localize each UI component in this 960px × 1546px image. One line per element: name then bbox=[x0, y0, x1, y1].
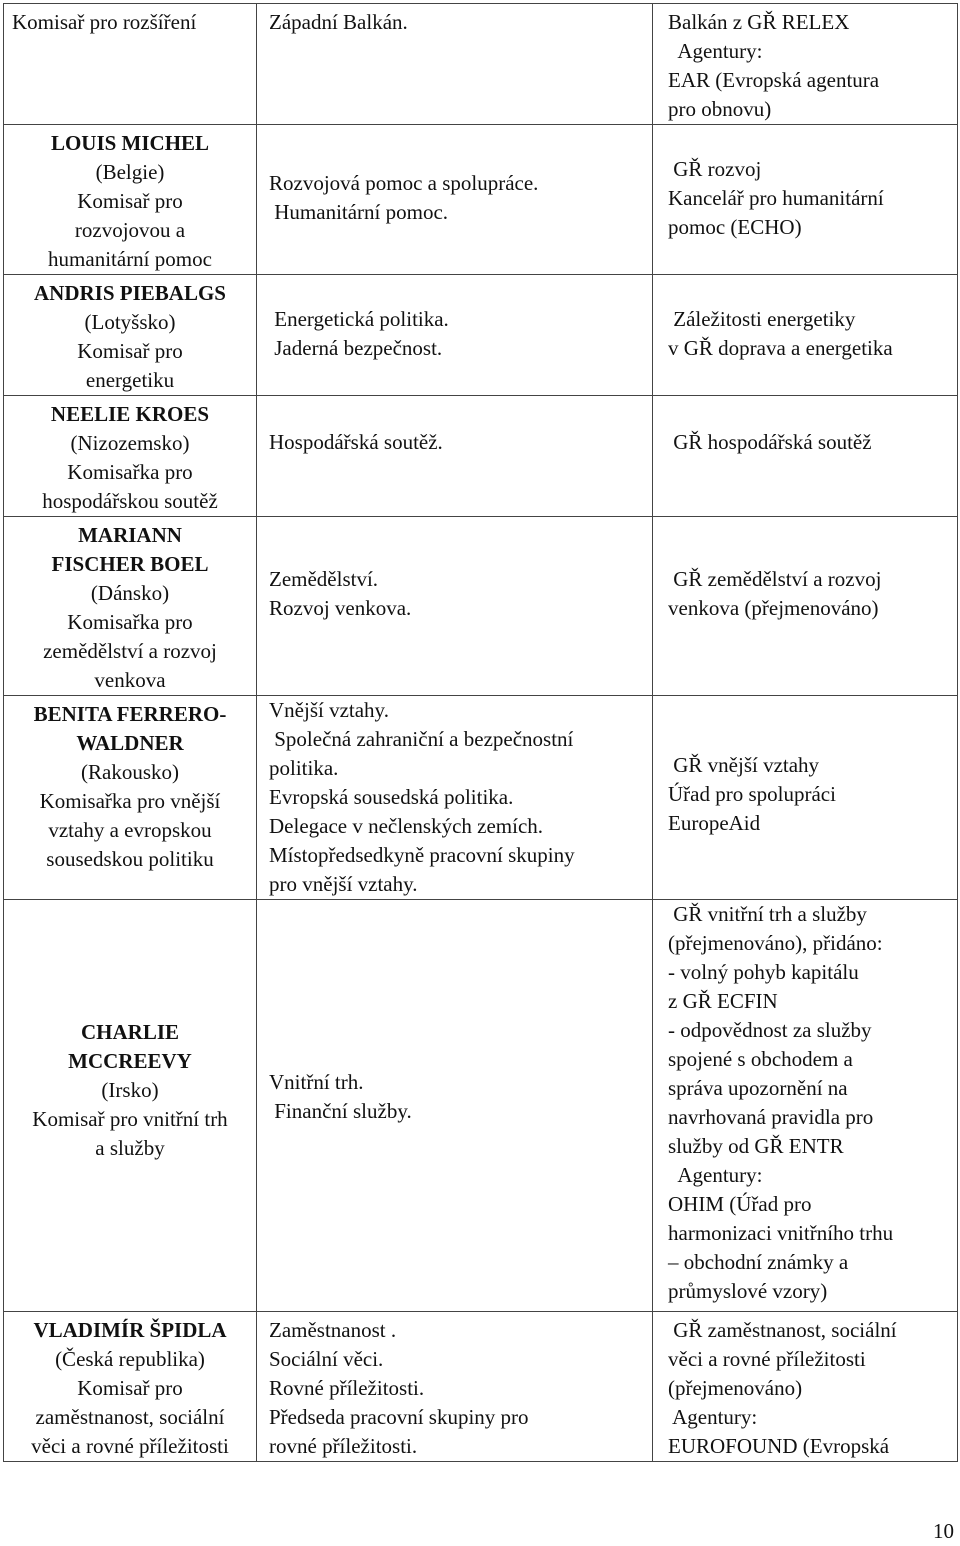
portfolio-cell bbox=[257, 396, 653, 517]
portfolio-line: Evropská sousedská politika. bbox=[269, 785, 514, 809]
directorate-line: Agentury: bbox=[668, 1405, 758, 1429]
directorate-line: Agentury: bbox=[668, 39, 763, 63]
directorate-line: - volný pohyb kapitálu bbox=[668, 960, 859, 984]
portfolio-line: Místopředsedkyně pracovní skupiny bbox=[269, 843, 575, 867]
directorate-line: EUROFOUND (Evropská bbox=[668, 1434, 890, 1458]
commissioner-detail: (Dánsko) bbox=[90, 581, 170, 605]
commissioner-name: VLADIMÍR ŠPIDLA bbox=[33, 1318, 227, 1342]
portfolio-cell bbox=[257, 517, 653, 696]
commissioner-name: MARIANN bbox=[78, 523, 182, 547]
portfolio-line: politika. bbox=[269, 756, 339, 780]
commissioner-cell bbox=[4, 1312, 257, 1462]
portfolio-line: Společná zahraniční a bezpečnostní bbox=[269, 727, 574, 751]
table-row bbox=[4, 517, 958, 696]
portfolio-line: Delegace v nečlenských zemích. bbox=[269, 814, 544, 838]
commissioner-name: LOUIS MICHEL bbox=[50, 131, 210, 155]
portfolio-cell bbox=[257, 900, 653, 1312]
portfolio-line: Předseda pracovní skupiny pro bbox=[269, 1405, 529, 1429]
portfolio-line: Rozvoj venkova. bbox=[269, 596, 412, 620]
directorate-cell bbox=[653, 275, 958, 396]
directorate-cell bbox=[653, 517, 958, 696]
commissioner-detail: (Česká republika) bbox=[55, 1347, 205, 1371]
commissioner-name: CHARLIE bbox=[80, 1020, 180, 1044]
directorate-cell bbox=[653, 900, 958, 1312]
table-row bbox=[4, 125, 958, 275]
commissioner-detail: zemědělství a rozvoj bbox=[43, 639, 217, 663]
commissioner-detail: věci a rovné příležitosti bbox=[31, 1434, 229, 1458]
directorate-cell bbox=[653, 696, 958, 900]
table-row bbox=[4, 1312, 958, 1462]
directorate-line: – obchodní známky a bbox=[668, 1250, 849, 1274]
directorate-line: Kancelář pro humanitární bbox=[668, 186, 884, 210]
portfolio-line: Rozvojová pomoc a spolupráce. bbox=[269, 171, 539, 195]
commissioner-cell bbox=[4, 396, 257, 517]
directorate-line: GŘ rozvoj bbox=[668, 157, 762, 181]
directorate-line: služby od GŘ ENTR bbox=[668, 1134, 844, 1158]
directorate-line: správa upozornění na bbox=[668, 1076, 848, 1100]
directorate-line: spojené s obchodem a bbox=[668, 1047, 853, 1071]
portfolio-line: rovné příležitosti. bbox=[269, 1434, 418, 1458]
directorate-line: Agentury: bbox=[668, 1163, 763, 1187]
directorate-cell bbox=[653, 1312, 958, 1462]
portfolio-line: Vnější vztahy. bbox=[269, 698, 389, 722]
directorate-line: GŘ zaměstnanost, sociální bbox=[668, 1318, 897, 1342]
commissioner-detail: rozvojovou a bbox=[74, 218, 186, 242]
commissioner-detail: Komisařka pro bbox=[67, 610, 193, 634]
commissioner-detail: Komisařka pro vnější bbox=[39, 789, 221, 813]
directorate-line: - odpovědnost za služby bbox=[668, 1018, 872, 1042]
portfolio-line: Energetická politika. bbox=[269, 307, 449, 331]
portfolio-line: Humanitární pomoc. bbox=[269, 200, 449, 224]
portfolio-line: Sociální věci. bbox=[269, 1347, 384, 1371]
commissioners-table bbox=[3, 3, 958, 1462]
portfolio-line: Jaderná bezpečnost. bbox=[269, 336, 443, 360]
directorate-cell bbox=[653, 396, 958, 517]
commissioner-detail: (Belgie) bbox=[95, 160, 165, 184]
table-row bbox=[4, 696, 958, 900]
commissioner-name: MCCREEVY bbox=[68, 1049, 192, 1073]
commissioner-cell bbox=[4, 125, 257, 275]
directorate-line: věci a rovné příležitosti bbox=[668, 1347, 866, 1371]
commissioner-detail: sousedskou politiku bbox=[46, 847, 214, 871]
commissioner-cell bbox=[4, 4, 257, 125]
directorate-line: venkova (přejmenováno) bbox=[668, 596, 879, 620]
directorate-line: navrhovaná pravidla pro bbox=[668, 1105, 874, 1129]
commissioner-detail: Komisař pro bbox=[77, 1376, 183, 1400]
commissioner-detail: hospodářskou soutěž bbox=[42, 489, 218, 513]
commissioner-detail: (Nizozemsko) bbox=[70, 431, 190, 455]
commissioner-detail: a služby bbox=[95, 1136, 165, 1160]
commissioner-detail: Komisař pro bbox=[77, 339, 183, 363]
directorate-line: GŘ hospodářská soutěž bbox=[668, 430, 872, 454]
directorate-line: OHIM (Úřad pro bbox=[668, 1192, 812, 1216]
directorate-line: GŘ vnější vztahy bbox=[668, 753, 820, 777]
portfolio-cell bbox=[257, 275, 653, 396]
commissioner-detail: (Rakousko) bbox=[81, 760, 179, 784]
commissioner-detail: (Irsko) bbox=[101, 1078, 159, 1102]
commissioner-detail: vztahy a evropskou bbox=[48, 818, 212, 842]
directorate-line: harmonizaci vnitřního trhu bbox=[668, 1221, 894, 1245]
commissioner-detail: Komisař pro vnitřní trh bbox=[32, 1107, 228, 1131]
commissioner-name: FISCHER BOEL bbox=[51, 552, 209, 576]
table-row bbox=[4, 275, 958, 396]
portfolio-line: Hospodářská soutěž. bbox=[269, 430, 443, 454]
directorate-line: (přejmenováno) bbox=[668, 1376, 803, 1400]
directorate-cell bbox=[653, 125, 958, 275]
directorate-line: Úřad pro spolupráci bbox=[668, 782, 836, 806]
portfolio-line: Finanční služby. bbox=[269, 1099, 412, 1123]
commissioner-cell bbox=[4, 696, 257, 900]
directorate-line: GŘ zemědělství a rozvoj bbox=[668, 567, 882, 591]
directorate-line: pomoc (ECHO) bbox=[668, 215, 802, 239]
commissioner-cell bbox=[4, 900, 257, 1312]
portfolio-cell bbox=[257, 4, 653, 125]
directorate-line: EAR (Evropská agentura bbox=[668, 68, 880, 92]
directorate-line: z GŘ ECFIN bbox=[668, 989, 778, 1013]
commissioner-detail: Komisařka pro bbox=[67, 460, 193, 484]
commissioner-detail: humanitární pomoc bbox=[48, 247, 212, 271]
directorate-line: (přejmenováno), přidáno: bbox=[668, 931, 883, 955]
portfolio-line: Zaměstnanost . bbox=[269, 1318, 397, 1342]
directorate-line: průmyslové vzory) bbox=[668, 1279, 828, 1303]
commissioner-detail: Komisař pro bbox=[77, 189, 183, 213]
commissioner-cell bbox=[4, 517, 257, 696]
commissioner-cell bbox=[4, 275, 257, 396]
directorate-line: pro obnovu) bbox=[668, 97, 772, 121]
commissioner-name: NEELIE KROES bbox=[50, 402, 210, 426]
commissioner-detail: (Lotyšsko) bbox=[84, 310, 176, 334]
portfolio-line: pro vnější vztahy. bbox=[269, 872, 418, 896]
table-row bbox=[4, 900, 958, 1312]
directorate-line: EuropeAid bbox=[668, 811, 761, 835]
directorate-cell bbox=[653, 4, 958, 125]
portfolio-cell bbox=[257, 1312, 653, 1462]
directorate-line: Záležitosti energetiky bbox=[668, 307, 856, 331]
directorate-line: GŘ vnitřní trh a služby bbox=[668, 902, 867, 926]
portfolio-cell bbox=[257, 696, 653, 900]
commissioner-name: BENITA FERRERO- bbox=[33, 702, 227, 726]
directorate-line: v GŘ doprava a energetika bbox=[668, 336, 893, 360]
portfolio-line: Zemědělství. bbox=[269, 567, 379, 591]
commissioner-name: ANDRIS PIEBALGS bbox=[34, 281, 226, 305]
table-row bbox=[4, 396, 958, 517]
commissioner-detail: venkova bbox=[94, 668, 166, 692]
portfolio-cell bbox=[257, 125, 653, 275]
table-row bbox=[4, 4, 958, 125]
commissioner-detail: energetiku bbox=[85, 368, 175, 392]
directorate-line: Balkán z GŘ RELEX bbox=[668, 10, 850, 34]
commissioner-detail: Komisař pro rozšíření bbox=[12, 10, 197, 34]
commissioner-name: WALDNER bbox=[76, 731, 184, 755]
portfolio-line: Rovné příležitosti. bbox=[269, 1376, 425, 1400]
commissioner-detail: zaměstnanost, sociální bbox=[35, 1405, 225, 1429]
page-number: 10 bbox=[933, 1519, 954, 1543]
portfolio-line: Západní Balkán. bbox=[269, 10, 408, 34]
portfolio-line: Vnitřní trh. bbox=[269, 1070, 364, 1094]
